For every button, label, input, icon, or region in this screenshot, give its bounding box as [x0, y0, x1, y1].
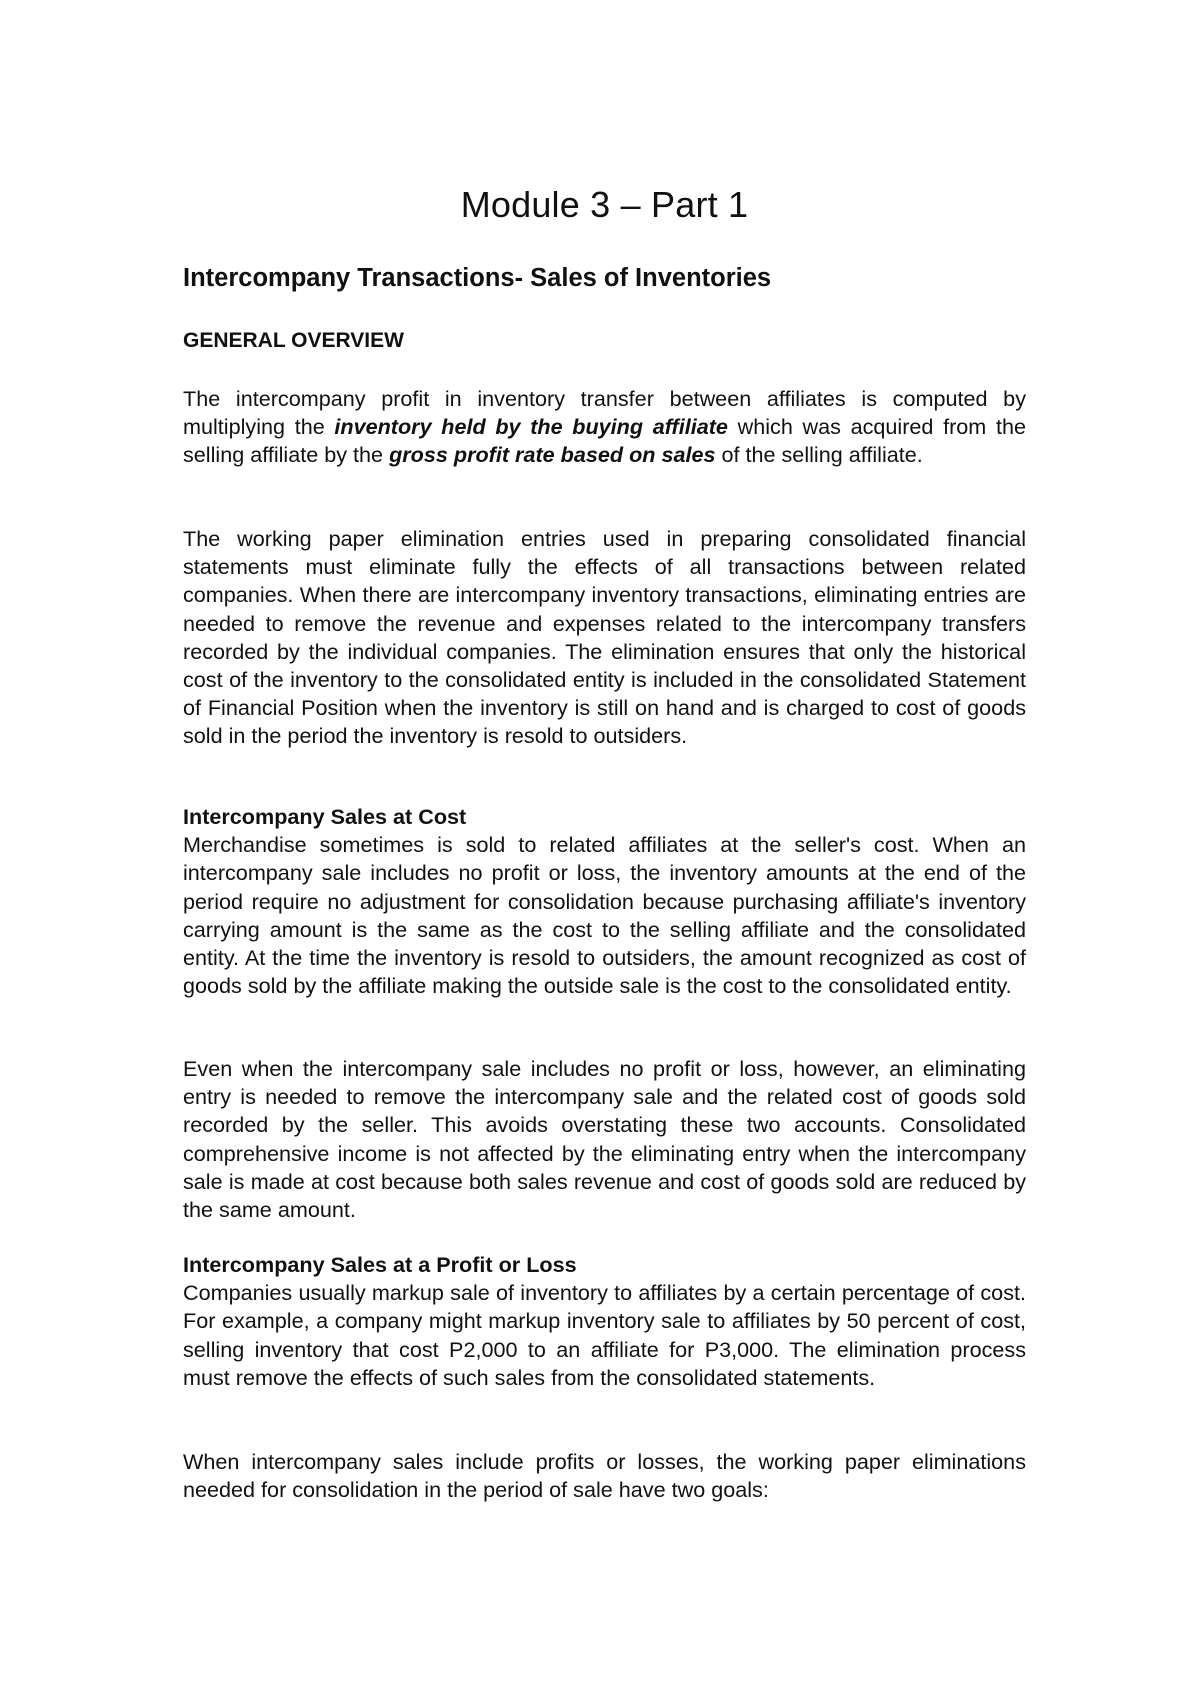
emphasis-inventory-held: inventory held by the buying affiliate	[334, 414, 728, 440]
paragraph-text: of the selling affiliate.	[715, 442, 923, 468]
page-title: Module 3 – Part 1	[460, 184, 749, 225]
paragraph-text: The intercompany profit in inventory transfer between affiliates is computed by multiplying the	[183, 386, 1026, 440]
paragraph-no-profit-elimination: Even when the intercompany sale includes no profit or loss, however, an eliminating entry is needed to remove the intercompany sale and the related cost of goods sold recorded by the seller. This avoids overstating these two accounts. Consolidated comprehensive income is not affected by the eliminating entry when the intercompany sale is made at cost because both sales revenue and cost of goods sold are reduced by the same amount.	[183, 1056, 1026, 1223]
paragraph-two-goals: When intercompany sales include profits or losses, the working paper eliminations needed for consolidation in the period of sale have two goals:	[183, 1449, 1026, 1503]
paragraph-sales-at-cost	[183, 803, 1026, 1000]
document-subtitle: Intercompany Transactions- Sales of Inventories	[183, 264, 772, 292]
paragraph-profit-computation	[183, 385, 1026, 470]
paragraph-sales-at-profit	[183, 1251, 1026, 1392]
heading-sales-at-profit: Intercompany Sales at a Profit or Loss	[183, 1252, 577, 1277]
emphasis-gross-profit-rate: gross profit rate based on sales	[389, 442, 716, 468]
paragraph-text: which was acquired from the selling affiliate by the	[183, 414, 1026, 468]
paragraph-elimination-entries: The working paper elimination entries used in preparing consolidated financial statements must eliminate fully the effects of all transactions between related companies. When there are intercompany inventory transactions, eliminating entries are needed to remove the revenue and expenses related to the intercompany transfers recorded by the individual companies. The elimination ensures that only the historical cost of the inventory to the consolidated entity is included in the consolidated Statement of Financial Position when the inventory is still on hand and is charged to cost of goods sold in the period the inventory is resold to outsiders.	[183, 526, 1026, 749]
section-heading: GENERAL OVERVIEW	[183, 329, 404, 352]
paragraph-text: Companies usually markup sale of inventory to affiliates by a certain percentage of cost. For example, a company might markup inventory sale to affiliates by 50 percent of cost, selling inventory that cost P2,000 to an affiliate for P3,000. The elimination process must remove the effects of such sales from the consolidated statements.	[183, 1280, 1026, 1390]
heading-sales-at-cost: Intercompany Sales at Cost	[183, 804, 467, 829]
paragraph-text: Merchandise sometimes is sold to related affiliates at the seller's cost. When an intercompany sale includes no profit or loss, the inventory amounts at the end of the period require no adjustment for consolidation because purchasing affiliate's inventory carrying amount is the same as the cost to the selling affiliate and the consolidated entity. At the time the inventory is resold to outsiders, the amount recognized as cost of goods sold by the affiliate making the outside sale is the cost to the consolidated entity.	[183, 832, 1026, 999]
